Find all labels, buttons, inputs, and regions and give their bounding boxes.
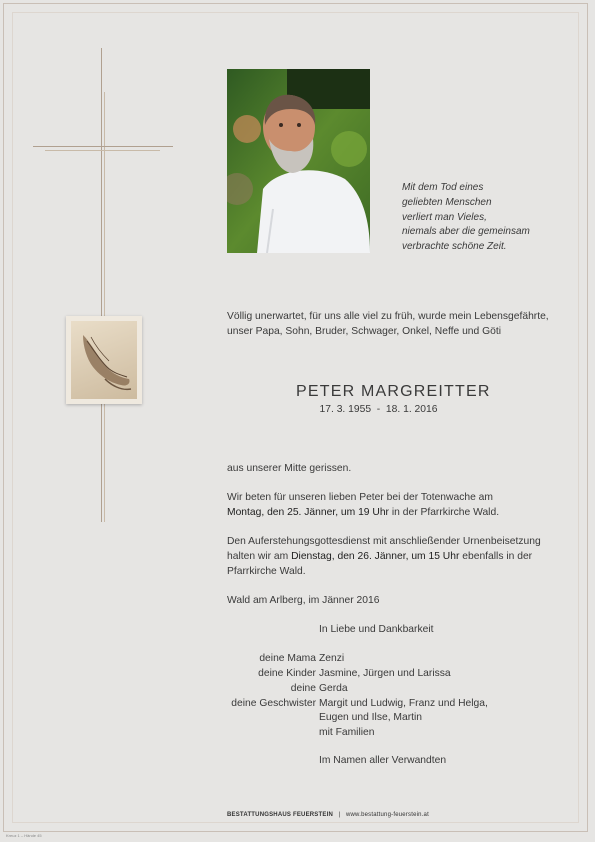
- place-date: Wald am Arlberg, im Jänner 2016: [227, 595, 380, 606]
- closing-line: Im Namen aller Verwandten: [319, 755, 447, 766]
- wake-line-1: Wir beten für unseren lieben Peter bei der Totenwache am: [227, 492, 493, 503]
- footer: [227, 812, 429, 818]
- portrait-photo: [227, 69, 370, 253]
- relative-names: Jasmine, Jürgen und Larissa: [319, 668, 451, 679]
- taken-line: aus unserer Mitte gerissen.: [227, 463, 352, 474]
- wake-line-2: Montag, den 25. Jänner, um 19 Uhr in der Pfarrkirche Wald.: [227, 507, 500, 518]
- deceased-name: PETER MARGREITTER: [296, 383, 491, 400]
- service-line-2: halten wir am Dienstag, den 26. Jänner, um 15 Uhr ebenfalls in der: [227, 551, 533, 562]
- relative-names: Eugen und Ilse, Martin: [319, 712, 423, 723]
- relative-label: deine Kinder: [258, 668, 316, 679]
- intro-line-1: Völlig unerwartet, für uns alle viel zu früh, wurde mein Lebensgefährte,: [227, 311, 549, 322]
- footer-separator: |: [338, 812, 341, 818]
- relative-names: Margit und Ludwig, Franz und Helga,: [319, 698, 488, 709]
- relative-names: Gerda: [319, 683, 348, 694]
- relative-names: Zenzi: [319, 653, 345, 664]
- relative-label: deine Mama: [259, 653, 316, 664]
- service-line-1: Den Auferstehungsgottesdienst mit anschließender Urnenbeisetzung: [227, 536, 541, 547]
- footer-company: BESTATTUNGSHAUS FEUERSTEIN: [227, 812, 333, 818]
- memorial-quote: Mit dem Tod eines geliebten Menschen verliert man Vieles, niemals aber die gemeinsam verbrachte schöne Zeit.: [402, 182, 530, 253]
- praying-hands-image: [66, 316, 142, 404]
- relative-label: deine Geschwister: [231, 698, 316, 709]
- life-dates: 17. 3. 1955 - 18. 1. 2016: [319, 404, 438, 415]
- in-love-line: In Liebe und Dankbarkeit: [319, 624, 434, 635]
- intro-line-2: unser Papa, Sohn, Bruder, Schwager, Onkel, Neffe und Göti: [227, 326, 501, 337]
- service-line-3: Pfarrkirche Wald.: [227, 566, 306, 577]
- template-code: Kreuz 1 – Hände 45: [6, 833, 42, 838]
- relative-label: deine: [290, 683, 316, 694]
- footer-url[interactable]: www.bestattung-feuerstein.at: [345, 812, 429, 818]
- relative-names: mit Familien: [319, 727, 375, 738]
